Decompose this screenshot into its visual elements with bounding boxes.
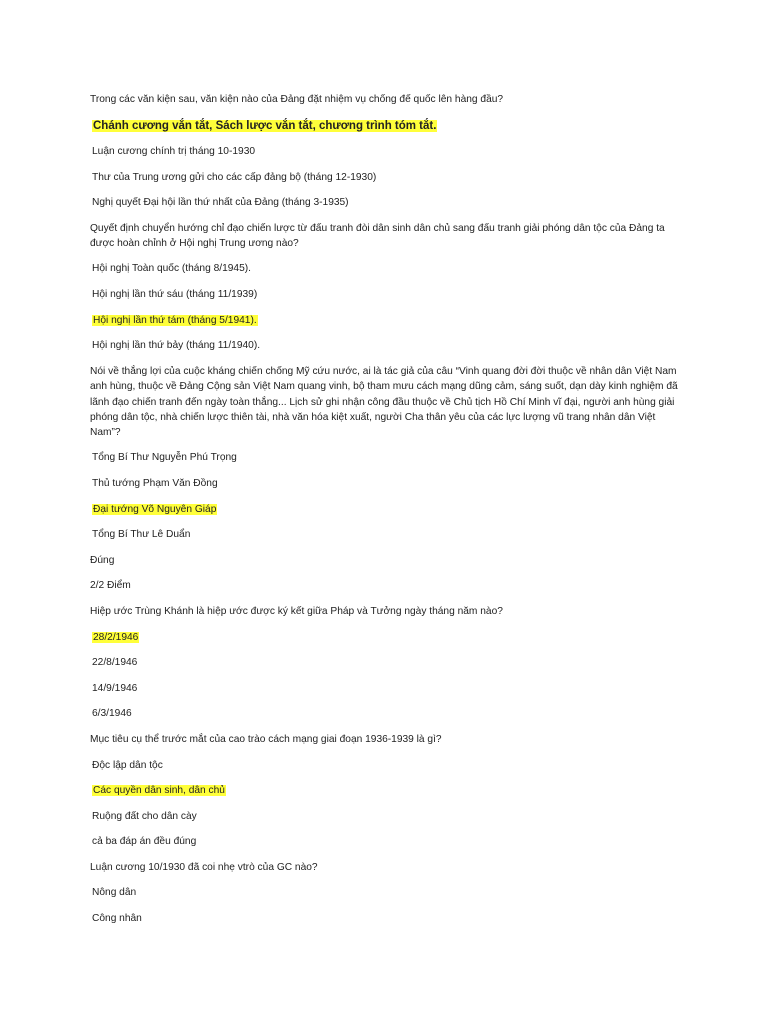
question-4	[90, 604, 680, 620]
question-3-text: Nói về thắng lợi của cuộc kháng chiến chống Mỹ cứu nước, ai là tác giả của câu “Vinh quang đời đời thuộc về nhân dân Việt Nam anh hùng, thuộc về Đảng Cộng sản Việt Nam quang vinh, bộ tham mưu cách mạng dũng cảm, sáng suốt, dạn dày kinh nghiệm đã lãnh đạo chiến tranh đến ngày toàn thắng... Lịch sử ghi nhận công đầu thuộc về Chủ tịch Hồ Chí Minh vĩ đại, người anh hùng giải phóng dân tộc, nhà chiến lược thiên tài, nhà văn hóa kiệt xuất, người Cha thân yêu của các lực lượng vũ trang nhân dân Việt Nam”?	[90, 365, 678, 439]
answer-1c	[92, 170, 680, 186]
answer-3c	[92, 502, 680, 518]
answer-3b-text: Thủ tướng Phạm Văn Đồng	[92, 477, 218, 489]
answer-1d-text: Nghị quyết Đại hội lần thứ nhất của Đảng (tháng 3-1935)	[92, 197, 349, 209]
result-score	[90, 578, 680, 594]
answer-5d	[92, 834, 680, 850]
answer-5b	[92, 783, 680, 799]
answer-5d-text: cả ba đáp án đều đúng	[92, 836, 197, 848]
answer-4b	[92, 655, 680, 671]
answer-1a	[92, 118, 680, 135]
answer-1a-text: Chánh cương vắn tắt, Sách lược vắn tắt, chương trình tóm tắt.	[93, 119, 437, 132]
answer-4b-text: 22/8/1946	[92, 657, 138, 669]
question-1-text: Trong các văn kiện sau, văn kiện nào của Đảng đặt nhiệm vụ chống đế quốc lên hàng đầu?	[90, 94, 504, 105]
answer-2c	[92, 313, 680, 329]
answer-4d	[92, 706, 680, 722]
document-content	[90, 92, 680, 937]
question-3	[90, 364, 680, 441]
answer-6b-text: Công nhân	[92, 913, 142, 925]
answer-4d-text: 6/3/1946	[92, 708, 132, 720]
question-6-text: Luận cương 10/1930 đã coi nhẹ vtrò của GC nào?	[90, 861, 318, 873]
answer-2a-text: Hội nghị Toàn quốc (tháng 8/1945).	[92, 263, 251, 275]
question-1	[90, 92, 680, 108]
answer-1b-text: Luận cương chính trị tháng 10-1930	[92, 146, 256, 158]
answer-2b	[92, 287, 680, 303]
answer-4c-text: 14/9/1946	[92, 682, 138, 694]
answer-2b-text: Hội nghị lần thứ sáu (tháng 11/1939)	[92, 288, 258, 300]
answer-4a-text: 28/2/1946	[93, 631, 139, 643]
answer-6b	[92, 911, 680, 927]
question-6	[90, 860, 680, 876]
result-status	[90, 553, 680, 569]
answer-2d-text: Hội nghị lần thứ bảy (tháng 11/1940).	[92, 340, 261, 352]
answer-1b	[92, 144, 680, 160]
question-5	[90, 732, 680, 748]
result-status-text: Đúng	[90, 554, 115, 566]
answer-3c-text: Đại tướng Võ Nguyên Giáp	[93, 503, 217, 515]
answer-5a	[92, 758, 680, 774]
answer-5b-text: Các quyền dân sinh, dân chủ	[93, 785, 225, 797]
answer-3a-text: Tổng Bí Thư Nguyễn Phú Trọng	[92, 452, 237, 464]
question-5-text: Mục tiêu cụ thể trước mắt của cao trào cách mạng giai đoạn 1936-1939 là gì?	[90, 733, 442, 745]
answer-3d-text: Tổng Bí Thư Lê Duẩn	[92, 529, 191, 541]
answer-2a	[92, 261, 680, 277]
answer-1c-text: Thư của Trung ương gửi cho các cấp đảng bộ (tháng 12-1930)	[92, 171, 377, 183]
answer-6a-text: Nông dân	[92, 887, 137, 899]
answer-5a-text: Độc lập dân tộc	[92, 759, 163, 771]
answer-4a	[92, 630, 680, 646]
question-2	[90, 221, 680, 252]
answer-5c-text: Ruộng đất cho dân cày	[92, 810, 197, 822]
question-4-text: Hiệp ước Trùng Khánh là hiệp ước được ký kết giữa Pháp và Tưởng ngày tháng năm nào?	[90, 605, 503, 617]
answer-2c-text: Hội nghị lần thứ tám (tháng 5/1941).	[93, 314, 257, 326]
answer-3a	[92, 450, 680, 466]
answer-5c	[92, 809, 680, 825]
answer-3b	[92, 476, 680, 492]
answer-2d	[92, 338, 680, 354]
answer-3d	[92, 527, 680, 543]
answer-4c	[92, 681, 680, 697]
answer-1d	[92, 195, 680, 211]
result-score-text: 2/2 Điểm	[90, 580, 131, 592]
answer-6a	[92, 885, 680, 901]
question-2-text: Quyết định chuyển hướng chỉ đạo chiến lược từ đấu tranh đòi dân sinh dân chủ sang đấu tranh giải phóng dân tộc của Đảng ta được hoàn chỉnh ở Hội nghị Trung ương nào?	[90, 222, 665, 250]
